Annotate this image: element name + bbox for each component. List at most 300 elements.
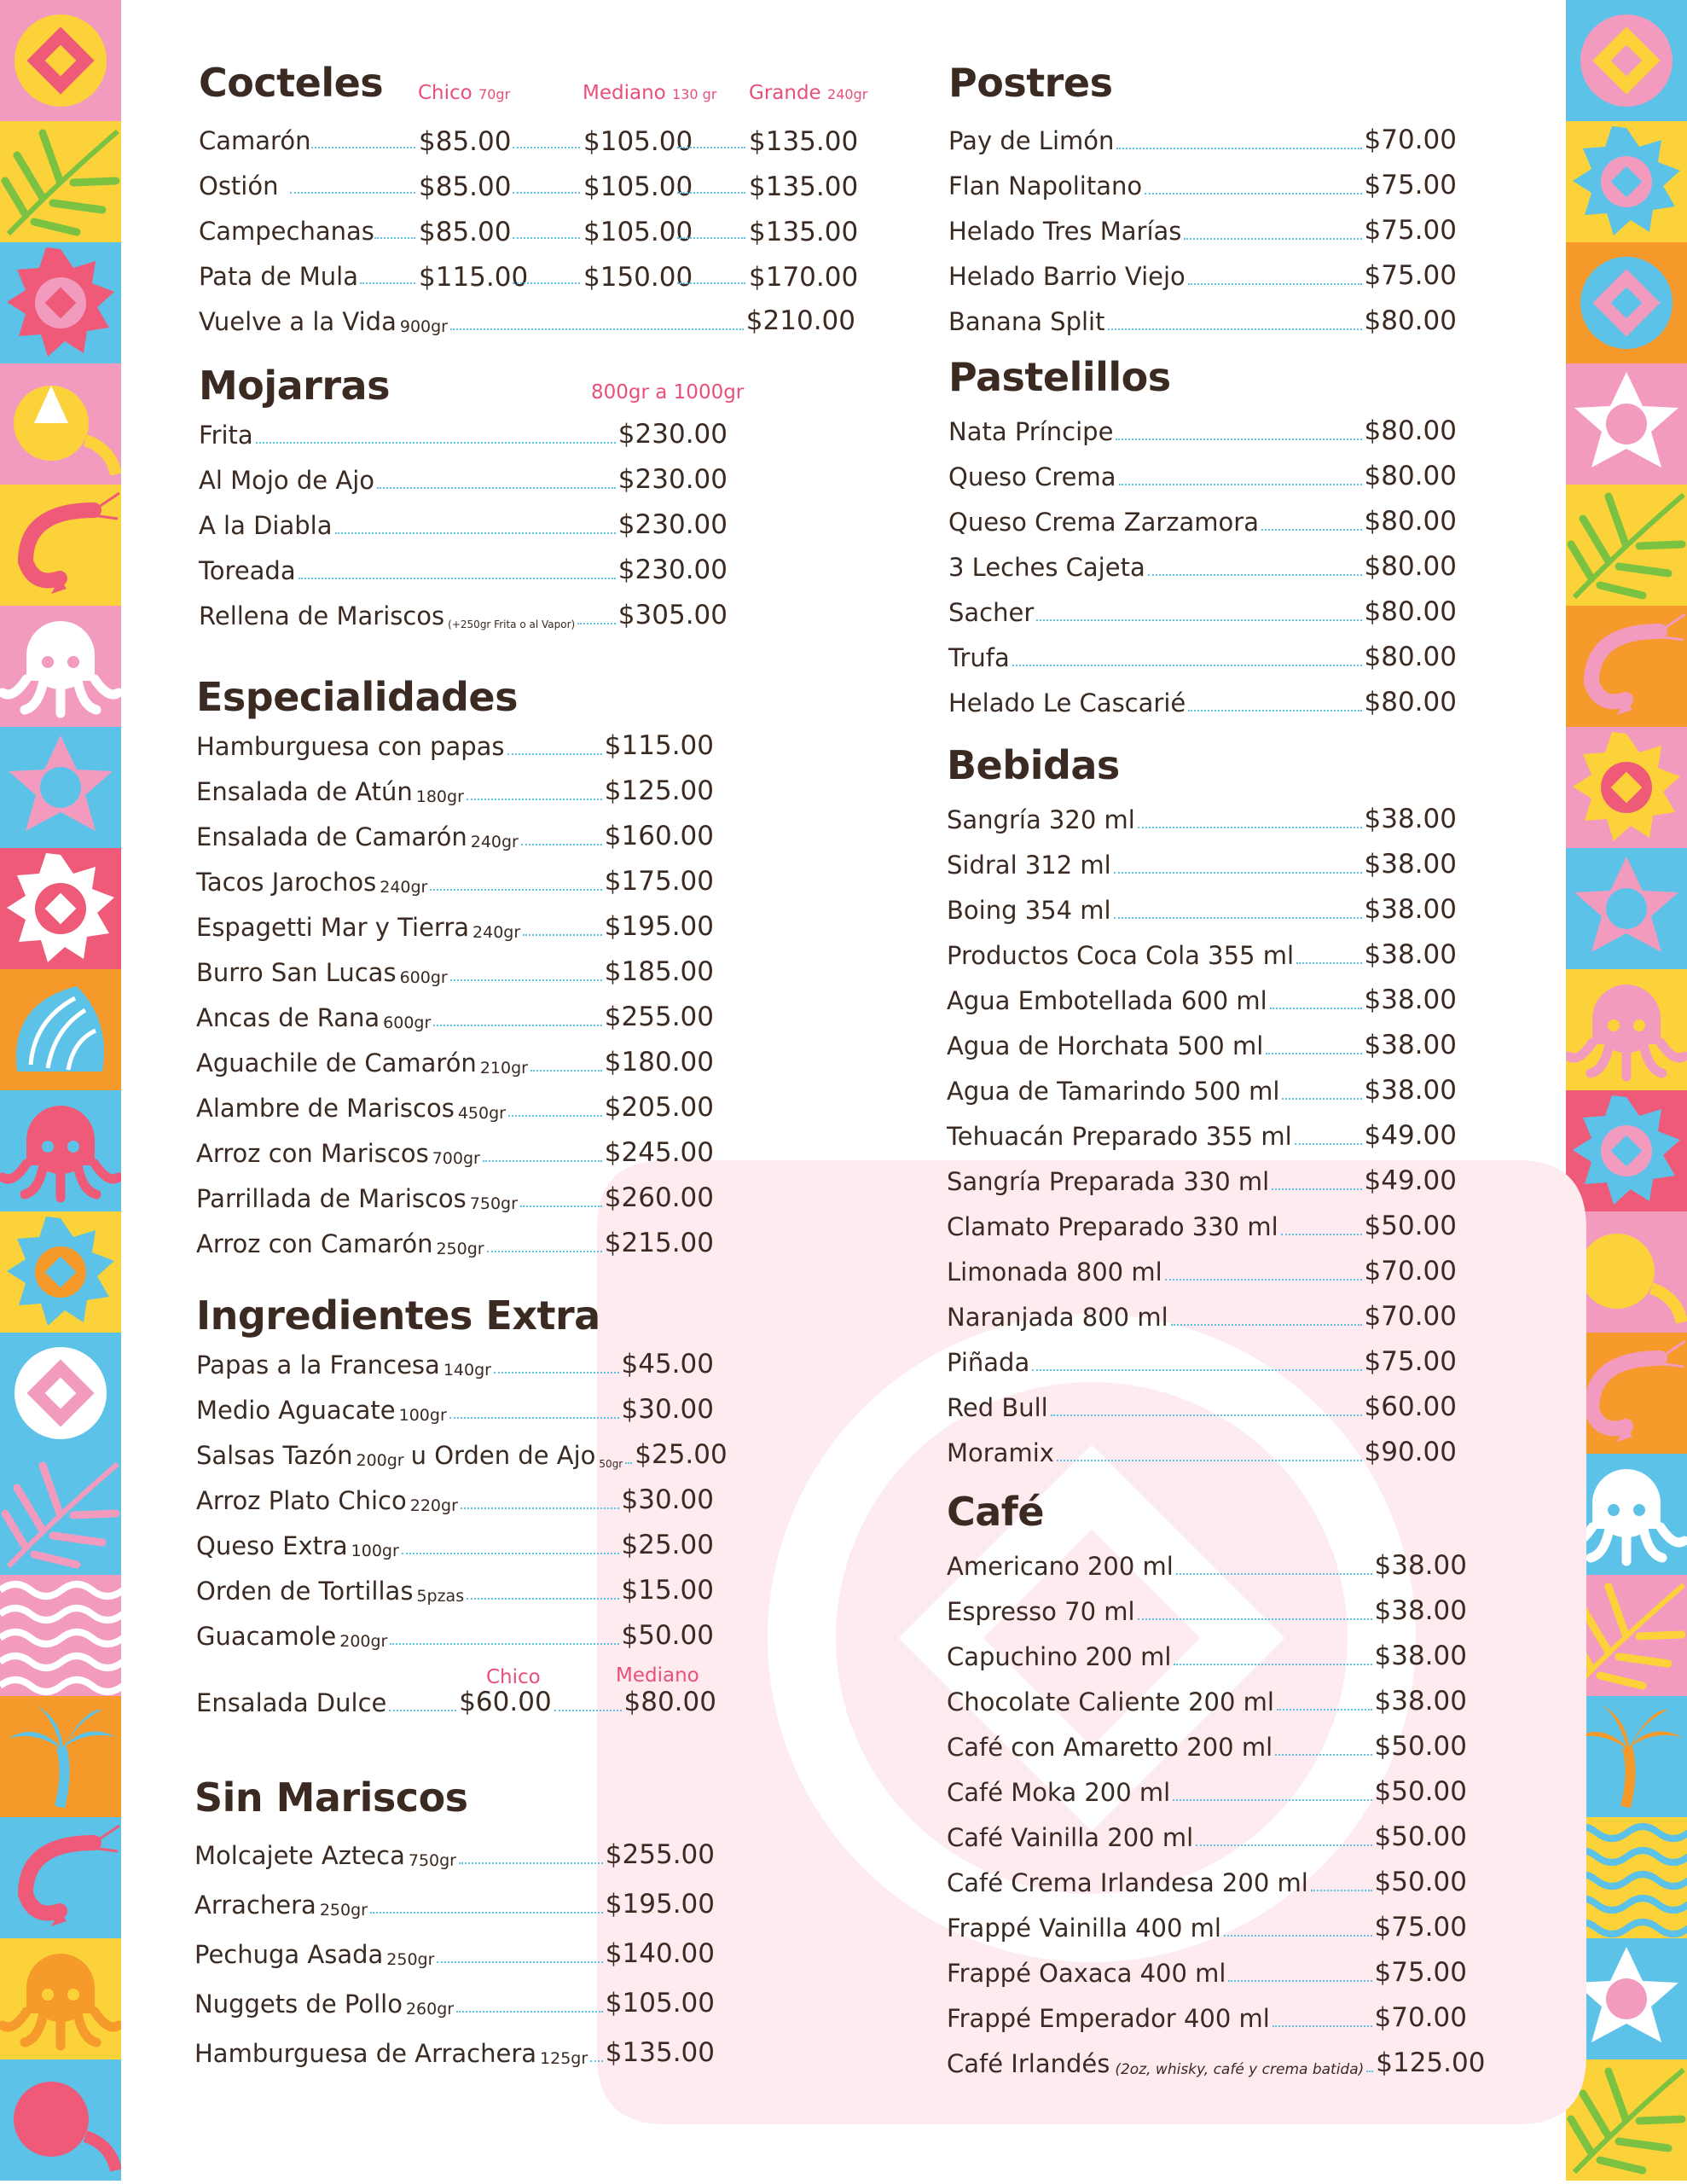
menu-item-row: [947, 1773, 1467, 1807]
diamond-pattern-icon: [1566, 242, 1687, 363]
section-cocteles: [199, 60, 872, 350]
item-note: 240gr: [470, 833, 519, 851]
section-title: Mojarras: [199, 363, 390, 409]
dot-leader: [290, 192, 415, 194]
item-name: Café Moka 200 ml: [947, 1778, 1171, 1807]
menu-item-row: [199, 596, 728, 630]
item-note: 220gr: [409, 1496, 458, 1515]
menu-item-row: [947, 1117, 1457, 1151]
menu-item-row: [196, 908, 714, 942]
item-price: $60.00: [1364, 1391, 1457, 1422]
dot-leader: [677, 147, 745, 148]
item-price: $50.00: [1374, 1776, 1467, 1807]
item-price: $125.00: [1376, 2048, 1486, 2078]
item-price: $105.00: [583, 171, 693, 202]
menu-item-row: [947, 1388, 1457, 1422]
item-price: $38.00: [1374, 1686, 1467, 1716]
item-name: Chocolate Caliente 200 ml: [947, 1687, 1274, 1716]
leaf-pattern-icon: [1566, 485, 1687, 606]
dot-leader: [1188, 710, 1361, 712]
item-price: $49.00: [1364, 1120, 1457, 1151]
item-name: Al Mojo de Ajo: [199, 466, 375, 495]
dot-leader: [390, 1643, 618, 1645]
item-price: $75.00: [1364, 215, 1457, 246]
item-note: 700gr: [432, 1149, 480, 1168]
menu-item-row: [947, 1863, 1467, 1897]
menu-item-row: [947, 1818, 1467, 1852]
menu-item-row: [947, 1162, 1457, 1196]
menu-item-row: [196, 1179, 714, 1213]
item-name: Sangría Preparada 330 ml: [947, 1167, 1270, 1196]
dot-leader: [677, 282, 745, 284]
item-note: (2oz, whisky, café y crema batida): [1115, 2061, 1365, 2078]
section-title: Postres: [948, 60, 1113, 106]
item-name: Arroz con Camarón: [196, 1229, 433, 1258]
lobster-pattern-icon: [0, 363, 121, 485]
shell-pattern-icon: [0, 969, 121, 1090]
item-price: $255.00: [605, 1839, 715, 1870]
item-price: $150.00: [583, 262, 693, 293]
menu-item-row: [199, 506, 728, 540]
section-title: Café: [947, 1489, 1045, 1535]
item-price: $115.00: [419, 262, 529, 293]
item-price: $105.00: [583, 217, 693, 247]
item-price: $215.00: [604, 1228, 714, 1258]
item-note: 200gr: [339, 1632, 388, 1651]
item-name: Parrillada de Mariscos: [196, 1184, 467, 1213]
dot-leader: [1277, 1709, 1372, 1711]
section-pastelillos: [948, 354, 1460, 729]
item-name: Ensalada de Camarón: [196, 822, 467, 851]
section-title: Cocteles: [199, 60, 384, 106]
dot-leader: [625, 1462, 632, 1464]
flower-pattern-icon: [1566, 363, 1687, 485]
item-name: Burro San Lucas: [196, 958, 397, 987]
item-name: Flan Napolitano: [948, 171, 1143, 200]
item-price: $75.00: [1364, 260, 1457, 291]
dot-leader: [430, 889, 601, 891]
dot-leader: [299, 578, 616, 579]
dot-leader: [1057, 1460, 1362, 1461]
item-price: $30.00: [621, 1394, 714, 1425]
item-price: $80.00: [1364, 305, 1457, 336]
dot-leader: [1275, 1754, 1371, 1756]
section-title: Especialidades: [196, 674, 519, 720]
dot-leader: [1051, 1414, 1362, 1416]
dot-leader: [389, 1710, 456, 1711]
menu-item-row: [196, 953, 714, 987]
item-name: Rellena de Mariscos: [199, 601, 445, 630]
item-name: Naranjada 800 ml: [947, 1303, 1168, 1332]
item-name: Ensalada Dulce: [196, 1688, 387, 1717]
menu-item-row: [196, 1134, 714, 1168]
item-price: $210.00: [745, 305, 855, 336]
item-price: $50.00: [621, 1620, 714, 1651]
menu-item-row: [199, 212, 859, 247]
dot-leader: [1138, 827, 1362, 828]
menu-item-row: [199, 461, 728, 495]
item-note: 240gr: [380, 878, 428, 897]
dot-leader: [513, 282, 580, 284]
octopus-pattern-icon: [1566, 969, 1687, 1090]
item-name: Agua Embotellada 600 ml: [947, 986, 1267, 1015]
section-sin-mariscos: [194, 1774, 723, 2082]
item-name: Nuggets de Pollo: [194, 1989, 403, 2018]
item-name: Tacos Jarochos: [196, 868, 377, 897]
item-note: 100gr: [398, 1406, 447, 1425]
item-price: $230.00: [617, 464, 728, 495]
item-price: $38.00: [1374, 1595, 1467, 1626]
dot-leader: [335, 532, 616, 534]
dot-leader: [437, 1961, 602, 1963]
dot-leader: [1165, 1279, 1362, 1281]
dot-leader: [1311, 1890, 1372, 1891]
menu-item-row: [196, 817, 714, 851]
item-name: Arroz con Mariscos: [196, 1139, 429, 1168]
dot-leader: [554, 1710, 622, 1711]
item-note: 100gr: [351, 1542, 399, 1560]
menu-item-row: [947, 1252, 1457, 1287]
menu-item-row: [947, 1298, 1457, 1332]
dot-leader: [513, 147, 580, 148]
item-name: Productos Coca Cola 355 ml: [947, 941, 1295, 970]
gear-pattern-icon: [0, 848, 121, 969]
item-name: Red Bull: [947, 1393, 1048, 1422]
dot-leader: [1114, 872, 1362, 874]
menu-item-row: [947, 845, 1457, 880]
menu-item-row: [199, 121, 859, 157]
shrimp-pattern-icon: [1566, 606, 1687, 727]
menu-item-row: [196, 1571, 714, 1606]
menu-item-row: [196, 1391, 714, 1425]
item-price: $80.00: [1364, 642, 1457, 672]
menu-item-row: [948, 457, 1457, 491]
item-name: Sidral 312 ml: [947, 851, 1111, 880]
section-title: Ingredientes Extra: [196, 1292, 600, 1339]
item-price: $260.00: [604, 1182, 714, 1213]
menu-item-row: [948, 548, 1457, 582]
item-note: 50gr: [599, 1458, 623, 1470]
item-price: $50.00: [1374, 1867, 1467, 1897]
item-price: $85.00: [419, 171, 512, 202]
menu-item-row: [196, 727, 714, 761]
item-price: $80.00: [1364, 687, 1457, 717]
item-price: $38.00: [1374, 1550, 1467, 1581]
item-price: $50.00: [1364, 1211, 1457, 1241]
item-note: 260gr: [405, 2000, 455, 2018]
menu-item-row: [196, 1089, 714, 1123]
item-name: Orden de Tortillas: [196, 1577, 414, 1606]
item-price: $115.00: [604, 730, 714, 761]
octopus-pattern-icon: [0, 606, 121, 727]
item-name: Ensalada de Atún: [196, 777, 413, 806]
item-name: Queso Crema: [948, 462, 1116, 491]
menu-item-row: [947, 1954, 1467, 1988]
item-note: (+250gr Frita o al Vapor): [448, 619, 576, 630]
menu-item-row: [948, 502, 1457, 537]
dot-leader: [433, 1025, 601, 1026]
section-postres: [948, 60, 1460, 341]
menu-item-row: [948, 638, 1457, 672]
item-price: $170.00: [749, 262, 859, 293]
menu-item-row: [947, 1026, 1457, 1060]
item-price: $45.00: [621, 1349, 714, 1380]
item-price: $38.00: [1364, 985, 1457, 1015]
item-price: $25.00: [621, 1530, 714, 1560]
item-price: $185.00: [604, 956, 714, 987]
item-name: Guacamole: [196, 1622, 337, 1651]
menu-item-row: [199, 166, 859, 202]
dot-leader: [467, 799, 602, 800]
item-price: $105.00: [583, 126, 693, 157]
dot-leader: [1188, 283, 1362, 285]
menu-item-row: [947, 981, 1457, 1015]
palm-pattern-icon: [0, 1696, 121, 1817]
item-name: Pechuga Asada: [194, 1940, 384, 1969]
menu-item-row: [199, 551, 728, 585]
item-name: Espagetti Mar y Tierra: [196, 913, 470, 942]
item-name: Arroz Plato Chico: [196, 1486, 407, 1515]
item-note: 5pzas: [416, 1587, 465, 1606]
dot-leader: [487, 1251, 602, 1252]
dot-leader: [1282, 1098, 1361, 1100]
menu-item-row: [199, 257, 859, 293]
item-price: $38.00: [1374, 1641, 1467, 1671]
item-price: $30.00: [621, 1484, 714, 1515]
size-label-mediano: Mediano 130 gr: [583, 82, 717, 104]
menu-item-row: [196, 1481, 714, 1515]
menu-item-row: [196, 1436, 728, 1470]
item-price: $85.00: [419, 217, 512, 247]
item-note: 125gr: [540, 2049, 588, 2068]
dot-leader: [1108, 328, 1362, 330]
item-name: Frita: [199, 421, 253, 450]
item-price: $80.00: [1364, 551, 1457, 582]
dot-leader: [1266, 1053, 1361, 1054]
item-name: Café con Amaretto 200 ml: [947, 1733, 1273, 1762]
item-name: Café Crema Irlandesa 200 ml: [947, 1868, 1308, 1897]
dot-leader: [590, 2060, 603, 2062]
section-title: Sin Mariscos: [194, 1774, 468, 1821]
item-name: Tehuacán Preparado 355 ml: [947, 1122, 1292, 1151]
menu-item-row: [947, 800, 1457, 834]
waves-pattern-icon: [0, 1575, 121, 1696]
item-price: $160.00: [604, 821, 714, 851]
item-price: $135.00: [749, 217, 859, 247]
item-note: 600gr: [383, 1014, 432, 1032]
item-name: Camarón: [199, 126, 311, 155]
item-name: Café Irlandés: [947, 2049, 1110, 2078]
item-name: Queso Crema Zarzamora: [948, 508, 1259, 537]
dot-leader: [374, 237, 415, 239]
dot-leader: [1295, 1143, 1362, 1145]
item-price: $180.00: [604, 1047, 714, 1077]
item-note: 140gr: [443, 1361, 491, 1380]
item-price: $175.00: [604, 866, 714, 897]
dot-leader: [449, 1417, 619, 1419]
diamond-pattern-icon: [0, 1333, 121, 1454]
item-name: Ancas de Rana: [196, 1003, 380, 1032]
dot-leader: [508, 1115, 602, 1117]
item-price: $75.00: [1374, 1912, 1467, 1943]
item-name: Frappé Vainilla 400 ml: [947, 1914, 1221, 1943]
item-price: $195.00: [604, 911, 714, 942]
item-price: $38.00: [1364, 1030, 1457, 1060]
item-price: $15.00: [621, 1575, 714, 1606]
menu-item-row: [194, 1836, 715, 1870]
dot-leader: [1272, 2025, 1372, 2027]
menu-item-row: [947, 1728, 1467, 1762]
dot-leader: [450, 328, 744, 330]
dot-leader: [467, 1598, 618, 1600]
item-price: $75.00: [1364, 1346, 1457, 1377]
item-name: Americano 200 ml: [947, 1552, 1174, 1581]
item-price: $70.00: [1364, 1256, 1457, 1287]
item-price: $70.00: [1374, 2002, 1467, 2033]
dot-leader: [530, 1070, 602, 1072]
dot-leader: [1184, 238, 1361, 240]
item-price: $38.00: [1364, 939, 1457, 970]
dot-leader: [513, 192, 580, 194]
size-label: 800gr a 1000gr: [591, 381, 745, 404]
item-note: 450gr: [457, 1104, 506, 1123]
dot-leader: [1036, 619, 1361, 621]
dot-leader: [1138, 1618, 1372, 1620]
item-name: Sangría 320 ml: [947, 805, 1135, 834]
dot-leader: [456, 2011, 603, 2013]
dot-leader: [1114, 917, 1362, 919]
dot-leader: [513, 237, 580, 239]
leaf-pattern-icon: [0, 121, 121, 242]
dot-leader: [1032, 1369, 1361, 1371]
diamond-pattern-icon: [1566, 0, 1687, 121]
section-title: Pastelillos: [948, 354, 1171, 400]
gear-pattern-icon: [1566, 727, 1687, 848]
item-note: 750gr: [469, 1194, 518, 1213]
item-name: Moramix: [947, 1438, 1054, 1467]
menu-item-row: [948, 166, 1457, 200]
item-name: Espresso 70 ml: [947, 1597, 1135, 1626]
item-name: Piñada: [947, 1348, 1030, 1377]
dot-leader: [1224, 1935, 1372, 1937]
menu-item-row: [194, 1935, 715, 1969]
menu-item-row: [199, 415, 728, 450]
menu-item-row: [947, 2044, 1486, 2078]
menu-item-row: [196, 1345, 714, 1380]
dot-leader: [507, 753, 602, 755]
item-note: 180gr: [415, 787, 464, 806]
dot-leader: [483, 1160, 602, 1162]
item-name: Papas a la Francesa: [196, 1350, 440, 1380]
item-note: 200gr: [356, 1451, 404, 1470]
item-price: $70.00: [1364, 125, 1457, 155]
item-name: Ostión: [199, 171, 279, 200]
item-name: Helado Le Cascarié: [948, 688, 1186, 717]
menu-item-row: [948, 121, 1457, 155]
menu-item-row: [947, 891, 1457, 925]
dot-leader: [1145, 193, 1361, 195]
item-note: 750gr: [408, 1851, 456, 1870]
item-price: $205.00: [604, 1092, 714, 1123]
item-name: Frappé Emperador 400 ml: [947, 2004, 1270, 2033]
size-label-grande: Grande 240gr: [749, 82, 868, 104]
menu-item-row: [199, 302, 855, 336]
item-price: $230.00: [617, 419, 728, 450]
dot-leader: [461, 1507, 619, 1509]
left-pattern-border: [0, 0, 121, 2184]
item-price: $50.00: [1374, 1731, 1467, 1762]
item-name: Arrachera: [194, 1891, 316, 1920]
menu-item-row: [196, 772, 714, 806]
menu-item-row: [196, 1224, 714, 1258]
item-name: Queso Extra: [196, 1531, 348, 1560]
item-price: $230.00: [617, 555, 728, 585]
menu-item-row: [947, 1999, 1467, 2033]
menu-item-row: [947, 1343, 1457, 1377]
dot-leader: [256, 442, 616, 444]
item-price: $38.00: [1364, 894, 1457, 925]
dot-leader: [402, 1553, 619, 1554]
item-name: Pay de Limón: [948, 126, 1115, 155]
item-price: $25.00: [635, 1439, 728, 1470]
flower-pattern-icon: [0, 727, 121, 848]
octopus-pattern-icon: [0, 1938, 121, 2059]
item-price: $195.00: [605, 1889, 715, 1920]
shrimp-pattern-icon: [0, 485, 121, 606]
menu-item-row: [948, 412, 1457, 446]
menu-item-row: [196, 863, 714, 897]
dot-leader: [677, 192, 745, 194]
menu-item-row: [948, 683, 1457, 717]
dot-leader: [459, 1862, 603, 1864]
item-note: 210gr: [479, 1059, 528, 1077]
item-name: Trufa: [948, 643, 1010, 672]
dot-leader: [577, 623, 616, 624]
dot-leader: [521, 844, 602, 845]
dot-leader: [1196, 1844, 1371, 1846]
menu-item-row: [196, 1043, 714, 1077]
item-name: 3 Leches Cajeta: [948, 553, 1145, 582]
leaf-pattern-icon: [0, 1454, 121, 1575]
item-price: $85.00: [419, 126, 512, 157]
dot-leader: [1228, 1980, 1371, 1982]
item-name: A la Diabla: [199, 511, 333, 540]
diamond-pattern-icon: [0, 0, 121, 121]
item-price: $70.00: [1364, 1301, 1457, 1332]
item-note: 250gr: [319, 1901, 368, 1920]
dot-leader: [370, 1912, 603, 1914]
item-name: Molcajete Azteca: [194, 1841, 405, 1870]
item-name: Pata de Mula: [199, 262, 359, 291]
menu-item-row: [196, 998, 714, 1032]
dot-leader: [1176, 1573, 1372, 1575]
item-note: 600gr: [399, 968, 448, 987]
dot-leader: [520, 1205, 602, 1207]
item-price: $38.00: [1364, 1075, 1457, 1106]
dot-leader: [523, 934, 602, 936]
item-price: $255.00: [604, 1002, 714, 1032]
item-name: Medio Aguacate: [196, 1396, 396, 1425]
dot-leader: [1296, 962, 1361, 964]
item-name: Agua de Tamarindo 500 ml: [947, 1077, 1280, 1106]
item-price: $135.00: [749, 126, 859, 157]
dot-leader: [1116, 439, 1361, 440]
menu-item-row: [947, 1592, 1467, 1626]
gear-pattern-icon: [0, 242, 121, 363]
dot-leader: [1012, 665, 1362, 666]
item-price: $80.00: [1364, 596, 1457, 627]
dot-leader: [677, 237, 745, 239]
